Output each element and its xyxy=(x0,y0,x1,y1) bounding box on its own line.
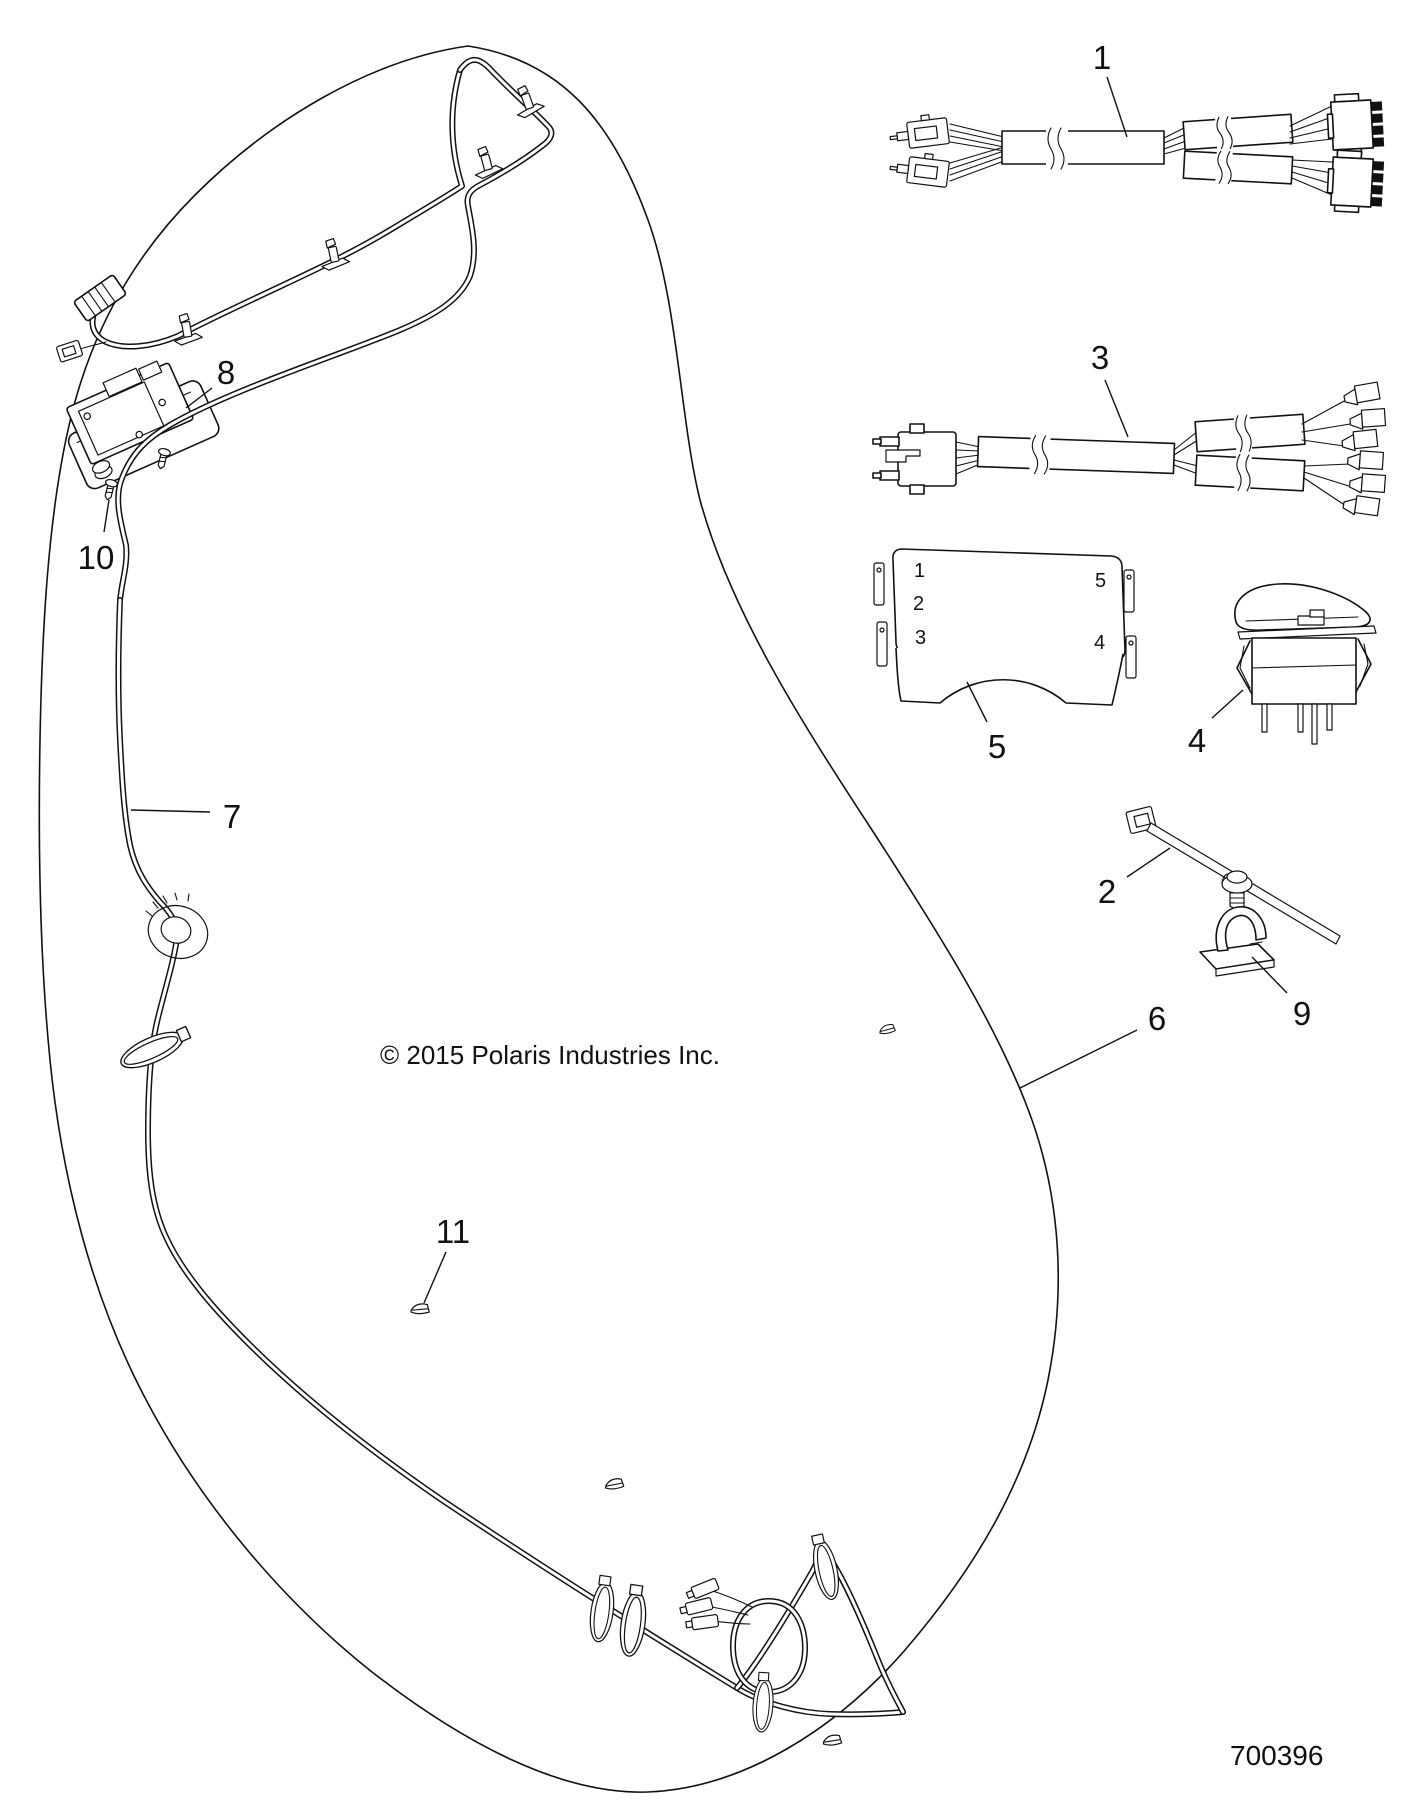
switch-position-label: 4 xyxy=(1094,632,1106,654)
harness-grommet-ring xyxy=(141,893,214,966)
callout-1: 1 xyxy=(1092,39,1112,76)
cable-clamp-9 xyxy=(1200,907,1274,976)
cable-assembly-1 xyxy=(888,92,1384,213)
callout-7: 7 xyxy=(222,798,242,835)
callout-10: 10 xyxy=(77,539,115,576)
control-module-8 xyxy=(52,347,222,491)
callout-5: 5 xyxy=(987,728,1007,765)
cable-assembly-3 xyxy=(873,382,1386,518)
coil-pigtail-connectors xyxy=(679,1578,719,1631)
callout-4: 4 xyxy=(1187,722,1207,759)
harness-connector-top-left xyxy=(56,274,126,362)
callout-6: 6 xyxy=(1147,1000,1167,1037)
copyright-text: © 2015 Polaris Industries Inc. xyxy=(380,1040,720,1070)
callout-8: 8 xyxy=(216,354,236,391)
harness-tie-loop xyxy=(751,1672,775,1733)
clip-11 xyxy=(411,1302,431,1316)
cable-tie-2 xyxy=(1126,806,1340,944)
callout-9: 9 xyxy=(1292,995,1312,1032)
switch-position-label: 2 xyxy=(913,593,925,615)
harness-tie-loop xyxy=(587,1575,618,1643)
main-harness-7 xyxy=(77,60,903,1715)
harness-dart-clip xyxy=(606,1478,625,1490)
harness-dart-clip xyxy=(823,1734,842,1746)
switch-position-label: 1 xyxy=(914,560,926,582)
switch-panel-5 xyxy=(874,549,1136,705)
harness-tie-loop xyxy=(617,1584,650,1658)
rocker-switch-4 xyxy=(1235,584,1376,744)
diagram-part-number: 700396 xyxy=(1230,1740,1324,1771)
callout-3: 3 xyxy=(1090,339,1110,376)
callout-11: 11 xyxy=(435,1213,471,1250)
switch-position-label: 5 xyxy=(1095,570,1107,592)
callout-2: 2 xyxy=(1097,873,1117,910)
switch-position-label: 3 xyxy=(915,627,927,649)
harness-dart-clip xyxy=(880,1025,895,1034)
